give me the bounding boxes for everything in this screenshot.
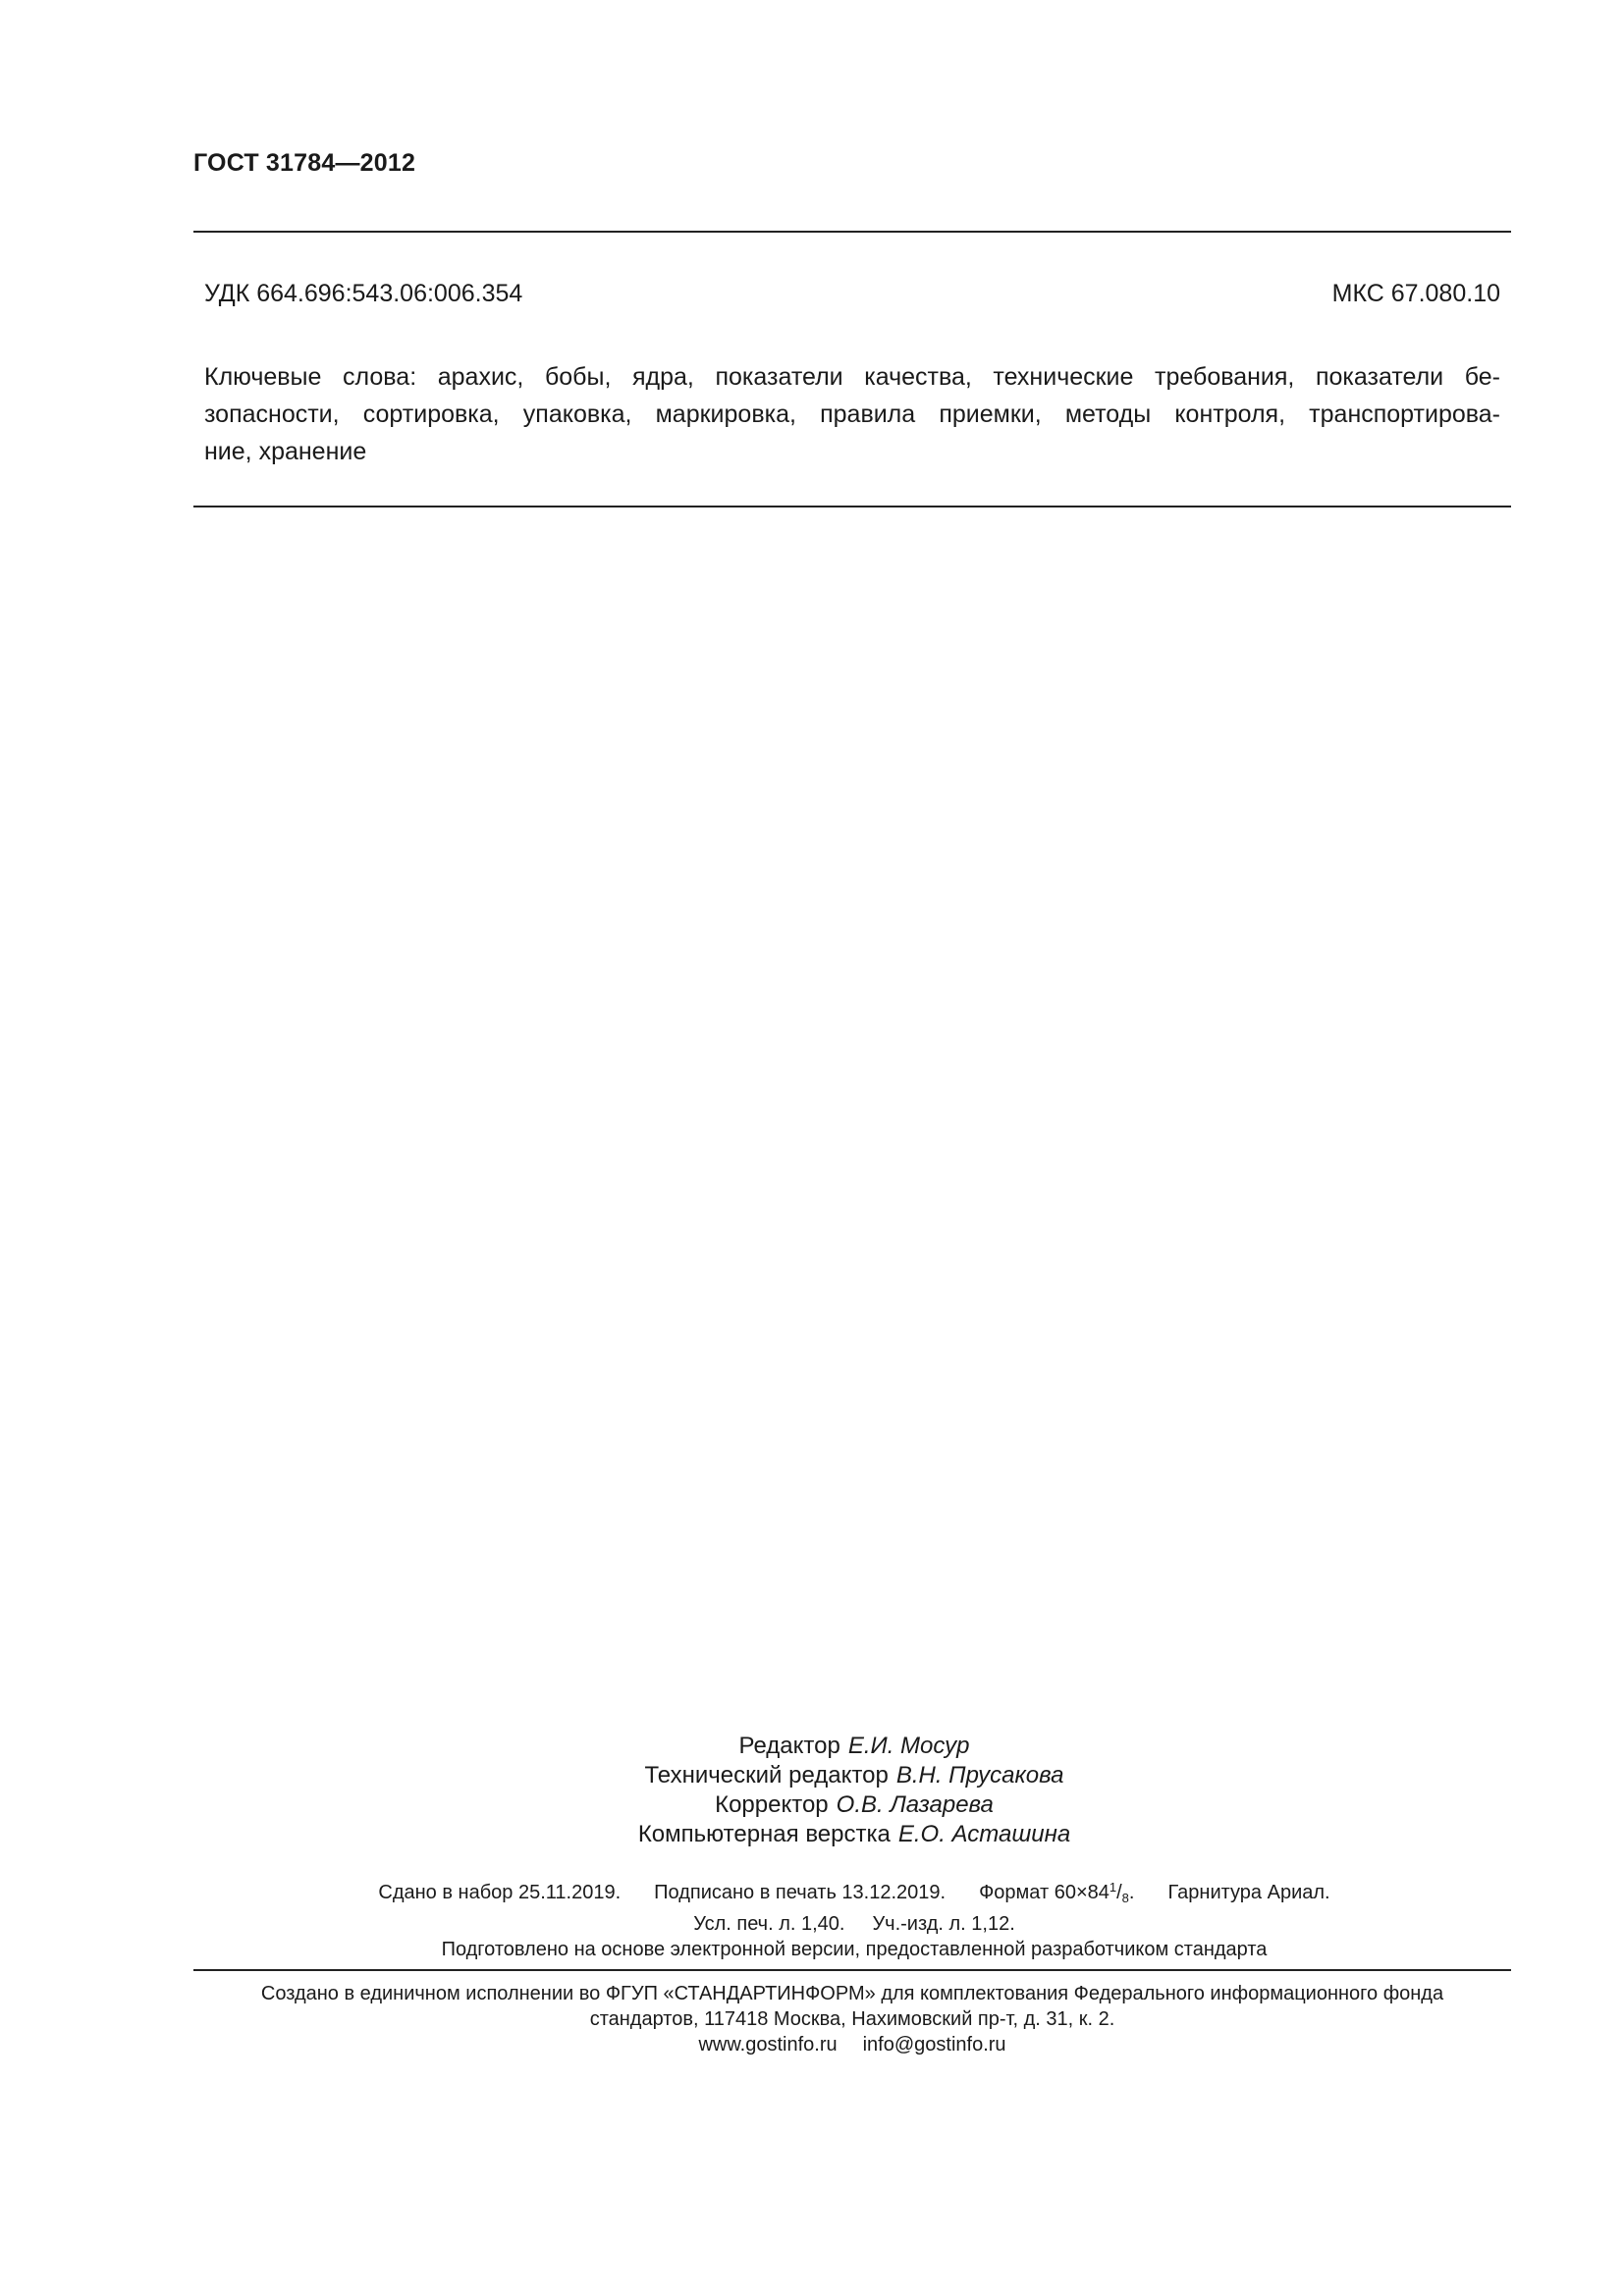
signed-date: Подписано в печать 13.12.2019. [654,1882,947,1903]
website-link[interactable]: www.gostinfo.ru [698,2034,838,2056]
keywords-line: Ключевые слова: арахис, бобы, ядра, показатели качества, технические требования, показатели бе- [204,363,1500,391]
keywords-line: ние, хранение [204,438,367,465]
classification-row [204,280,1500,308]
credit-role: Компьютерная верстка [637,1821,891,1847]
prepared-note: Подготовлено на основе электронной версии, предоставленной разработчиком стандарта [441,1939,1268,1960]
credit-person: Е.О. Асташина [897,1821,1071,1847]
credit-person: Е.И. Мосур [847,1733,970,1759]
credit-person: В.Н. Прусакова [895,1762,1064,1789]
credit-role: Корректор [715,1791,829,1818]
footer-divider [193,1969,1511,1971]
email-link[interactable]: info@gostinfo.ru [862,2034,1006,2056]
print-sheets: Усл. печ. л. 1,40. [693,1913,845,1935]
print-info-line [226,1875,1483,1911]
top-divider [193,231,1511,233]
credit-role: Технический редактор [644,1762,889,1789]
print-info-line [226,1911,1483,1937]
credit-line [530,1820,1178,1849]
document-title: ГОСТ 31784—2012 [193,149,416,177]
credit-role: Редактор [738,1733,840,1759]
keywords-divider [193,506,1511,507]
keywords-paragraph [204,358,1500,470]
footer-line: Создано в единичном исполнении во ФГУП «СТАНДАРТИНФОРМ» для комплектования Федерального информационного фонда [260,1983,1444,2004]
udk-code: УДК 664.696:543.06:006.354 [204,280,523,307]
footer-contacts [193,2032,1511,2057]
credit-person: О.В. Лазарева [836,1791,994,1818]
keywords-line: зопасности, сортировка, упаковка, маркировка, правила приемки, методы контроля, транспортирова- [204,400,1500,428]
credits-block [530,1732,1178,1849]
publishing-sheets: Уч.-изд. л. 1,12. [872,1913,1015,1935]
paper-format: Формат $60\times 84^1/_8$. [979,1880,1135,1905]
footer-line: стандартов, 117418 Москва, Нахимовский пр-т, д. 31, к. 2. [589,2008,1115,2030]
print-info-block [226,1875,1483,1962]
publisher-footer [193,1981,1511,2057]
credit-line [530,1761,1178,1790]
typeface: Гарнитура Ариал. [1167,1882,1330,1903]
submitted-date: Сдано в набор 25.11.2019. [378,1882,622,1903]
credit-line [530,1790,1178,1820]
mks-code: МКС 67.080.10 [1331,280,1500,307]
credit-line [530,1732,1178,1761]
